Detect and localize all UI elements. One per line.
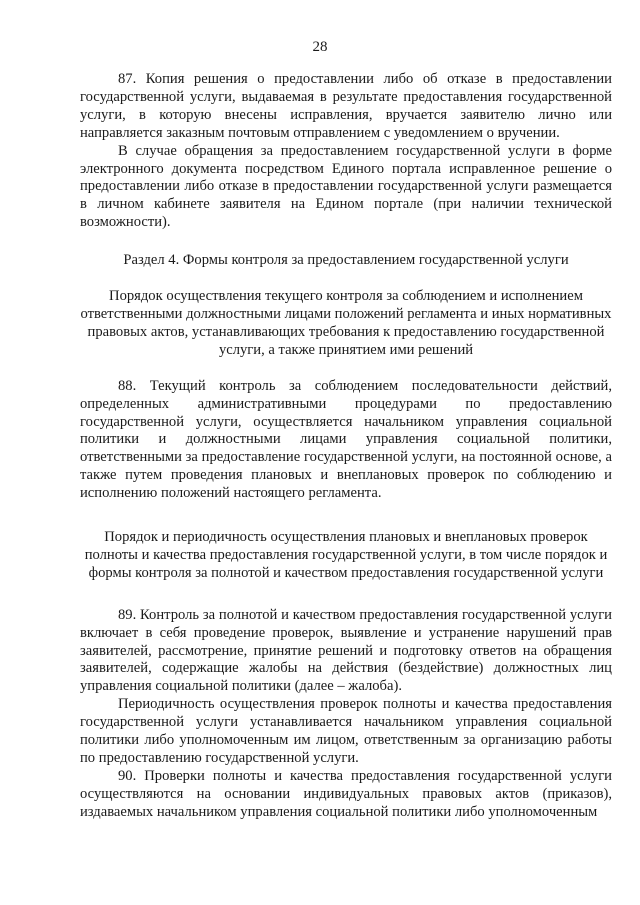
section-4-heading: Раздел 4. Формы контроля за предоставлением государственной услуги [123,252,569,269]
paragraph-89-periodicity: Периодичность осуществления проверок полноты и качества предоставления государственной услуги устанавливается начальником управления социальной политики либо уполномоченным им лицом, ответственным за организацию работы по предоставлению государственной услуги. [80,696,612,766]
current-control-heading: Порядок осуществления текущего контроля за соблюдением и исполнением ответственными должностными лицами положений регламента и иных нормативных правовых актов, устанавливающих требования к предоставлению государственной услуги, а также принятием ими решений [80,288,612,358]
page-content [80,71,612,822]
paragraph-87-electronic: В случае обращения за предоставлением государственной услуги в форме электронного документа посредством Единого портала исправленное решение о предоставлении либо отказе в предоставлении государственной услуги размещается в личном кабинете заявителя на Едином портале (при наличии технической возможности). [80,142,612,231]
paragraph-89: 89. Контроль за полнотой и качеством предоставления государственной услуги включает в себя проведение проверок, выявление и устранение нарушений прав заявителей, рассмотрение, принятие решений и подготовку ответов на обращения заявителей, содержащие жалобы на действия (бездействие) должностных лиц управления социальной политики (далее – жалоба). [80,606,612,695]
inspections-heading: Порядок и периодичность осуществления плановых и внеплановых проверок полноты и качества предоставления государственной услуги, в том числе порядок и формы контроля за полнотой и качеством предоставления государственной услуги [84,529,608,581]
paragraph-90: 90. Проверки полноты и качества предоставления государственной услуги осуществляются на основании индивидуальных правовых актов (приказов), издаваемых начальником управления социальной политики либо уполномоченным [80,767,612,820]
paragraph-88: 88. Текущий контроль за соблюдением последовательности действий, определенных административными процедурами по предоставлению государственной услуги, осуществляется начальником управления социальной политики и должностными лицами управления социальной политики, ответственными за предоставление государственной услуги, на постоянной основе, а также путем проведения плановых и внеплановых проверок по соблюдению и исполнению положений настоящего регламента. [80,377,612,502]
page-number: 28 [312,39,328,55]
paragraph-87: 87. Копия решения о предоставлении либо об отказе в предоставлении государственной услуги, выдаваемая в результате предоставления государственной услуги, в которую внесены исправления, вручается заявителю лично или направляется заказным почтовым отправлением с уведомлением о вручении. [80,71,612,141]
